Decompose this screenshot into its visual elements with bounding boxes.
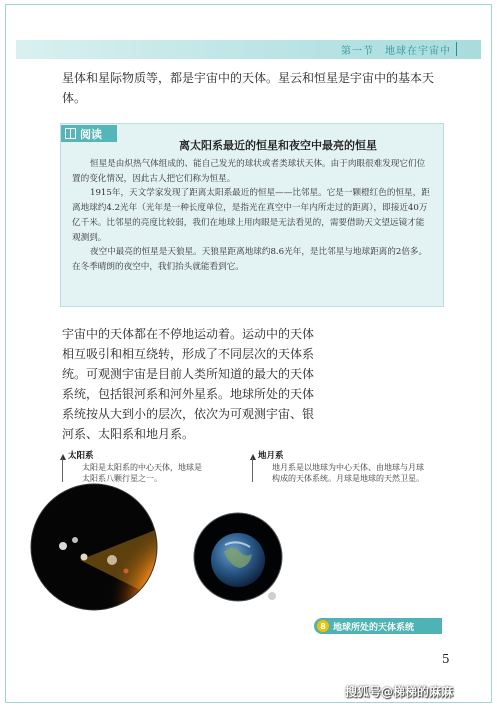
reading-paragraph: 夜空中最亮的恒星是天狼星。天狼星距离地球约8.6光年，是比邻星与地球距离的2倍多。在冬季晴朗的夜空中，我们抬头就能看到它。: [72, 247, 428, 272]
reading-title: 离太阳系最近的恒星和夜空中最亮的恒星: [179, 139, 377, 152]
earth-moon-description: 地月系是以地球为中心天体、由地球与月球构成的天体系统。月球是地球的天然卫星。: [272, 463, 424, 483]
solar-system-title: 太阳系: [68, 451, 94, 461]
reading-paragraph: 恒星是由炽热气体组成的、能自己发光的球状或者类球状天体。由于肉眼很难发现它们位置的变化情况，因此古人把它们称为恒星。: [72, 159, 426, 184]
earth-moon-title: 地月系: [258, 451, 284, 461]
intro-paragraph: 星体和星际物质等，都是宇宙中的天体。星云和恒星是宇宙中的基本天体。: [62, 71, 435, 105]
figure-caption-text: 地球所处的天体系统: [333, 622, 415, 633]
main-paragraph: 宇宙中的天体都在不停地运动着。运动中的天体相互吸引和相互绕转，形成了不同层次的天体系统。可观测宇宙是目前人类所知道的最大的天体系统，包括银河系和河外星系。地球所处的天体系统按从大到小的层次，依次为可观测宇宙、银河系、太阳系和地月系。: [62, 327, 315, 441]
page-number: 5: [442, 652, 450, 666]
figure-number-badge: 8: [317, 620, 329, 632]
figure-caption: [314, 618, 442, 634]
reading-paragraph: 1915年，天文学家发现了距离太阳系最近的恒星——比邻星。它是一颗橙红色的恒星，距离地球约4.2光年（光年是一种长度单位，是指光在真空中一年内所走过的距离），即接近40万亿千米。比邻星的亮度比较弱，我们在地球上用肉眼是无法看见的，需要借助天文望远镜才能观测到。: [72, 188, 430, 243]
section-label: 第一节 地球在宇宙中: [341, 46, 451, 57]
watermark: 搜狐号@梯梯的麻麻: [345, 685, 454, 699]
solar-system-description: 太阳是太阳系的中心天体，地球是太阳系八颗行星之一。: [82, 463, 202, 483]
moon-icon: [268, 592, 276, 600]
reading-tag-label: 阅读: [80, 127, 102, 141]
earth-moon-image: [194, 513, 282, 601]
